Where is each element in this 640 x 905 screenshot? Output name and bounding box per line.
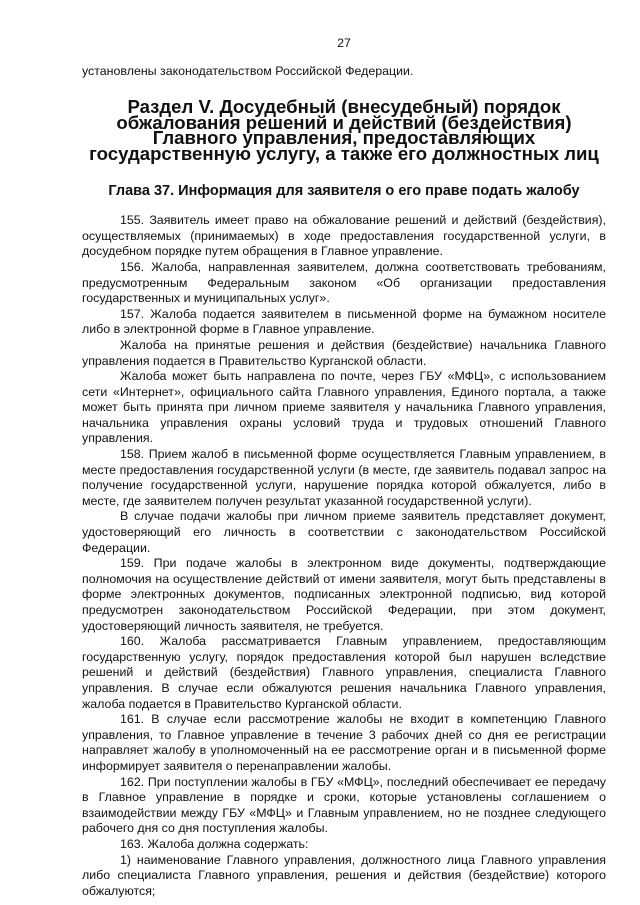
- paragraph-157: 157. Жалоба подается заявителем в письменной форме на бумажном носителе либо в электронной форме в Главное управление.: [82, 306, 606, 337]
- document-body: [82, 213, 606, 899]
- paragraph-160: 160. Жалоба рассматривается Главным управлением, предоставляющим государственную услугу, порядок предоставления которой был нарушен вследствие решений и действий (бездействия) Главного управления, специалиста Главного управления. В случае если обжалуются решения начальника Главного управления, жалоба подается в Правительство Курганской области.: [82, 634, 606, 711]
- paragraph-161: 161. В случае если рассмотрение жалобы не входит в компетенцию Главного управления, то Главное управление в течение 3 рабочих дней со дня ее регистрации направляет жалобу в уполномоченный на ее рассмотрение орган и в письменной форме информирует заявителя о перенаправлении жалобы.: [82, 712, 606, 773]
- paragraph-163-item-1: 1) наименование Главного управления, должностного лица Главного управления либо специалиста Главного управления, решения и действия (бездействие) которого обжалуются;: [82, 852, 606, 898]
- paragraph-159: 159. При подаче жалобы в электронном виде документы, подтверждающие полномочия на осуществление действий от имени заявителя, могут быть представлены в форме электронных документов, подписанных электронной подписью, вид которой предусмотрен законодательством Российской Федерации, при этом документ, удостоверяющий личность заявителя, не требуется.: [82, 556, 606, 633]
- section-title: Раздел V. Досудебный (внесудебный) порядок обжалования решений и действий (бездействия) Главного управления, предоставляющих государственную услугу, а также его должностных лиц: [89, 96, 599, 164]
- paragraph-155: 155. Заявитель имеет право на обжалование решений и действий (бездействия), осуществляемых (принимаемых) в ходе предоставления государственной услуги, в досудебном порядке путем обращения в Главное управление.: [82, 213, 606, 259]
- paragraph-158: 158. Прием жалоб в письменной форме осуществляется Главным управлением, в месте предоставления государственной услуги (в месте, где заявитель подавал запрос на получение государственной услуги, нарушение порядка которой обжалуется, либо в месте, где заявителем получен результат указанной государственной услуги).: [82, 447, 606, 508]
- paragraph-156: 156. Жалоба, направленная заявителем, должна соответствовать требованиям, предусмотренным Федеральным законом «Об организации предоставления государственных и муниципальных услуг».: [82, 259, 606, 306]
- chapter-title: Глава 37. Информация для заявителя о его праве подать жалобу: [108, 182, 580, 199]
- paragraph-163: 163. Жалоба должна содержать:: [120, 836, 309, 851]
- paragraph-157-complaint-head: Жалоба на принятые решения и действия (бездействие) начальника Главного управления подается в Правительство Курганской области.: [82, 337, 606, 368]
- paragraph-162: 162. При поступлении жалобы в ГБУ «МФЦ», последний обеспечивает ее передачу в Главное управление в порядке и сроки, которые установлены соглашением о взаимодействии между ГБУ «МФЦ» и Главным управлением, но не позднее следующего рабочего дня со дня поступления жалобы.: [82, 774, 606, 836]
- page-number: 27: [337, 36, 351, 50]
- lead-line: установлены законодательством Российской Федерации.: [82, 63, 414, 78]
- paragraph-157-channels: Жалоба может быть направлена по почте, через ГБУ «МФЦ», с использованием сети «Интернет», официального сайта Главного управления, Единого портала, а также может быть принята при личном приеме заявителя у начальника Главного управления, начальника управления охраны условий труда и трудовых отношений Главного управления.: [82, 369, 606, 446]
- paragraph-158-identity: В случае подачи жалобы при личном приеме заявитель представляет документ, удостоверяющий его личность в соответствии с законодательством Российской Федерации.: [82, 509, 606, 555]
